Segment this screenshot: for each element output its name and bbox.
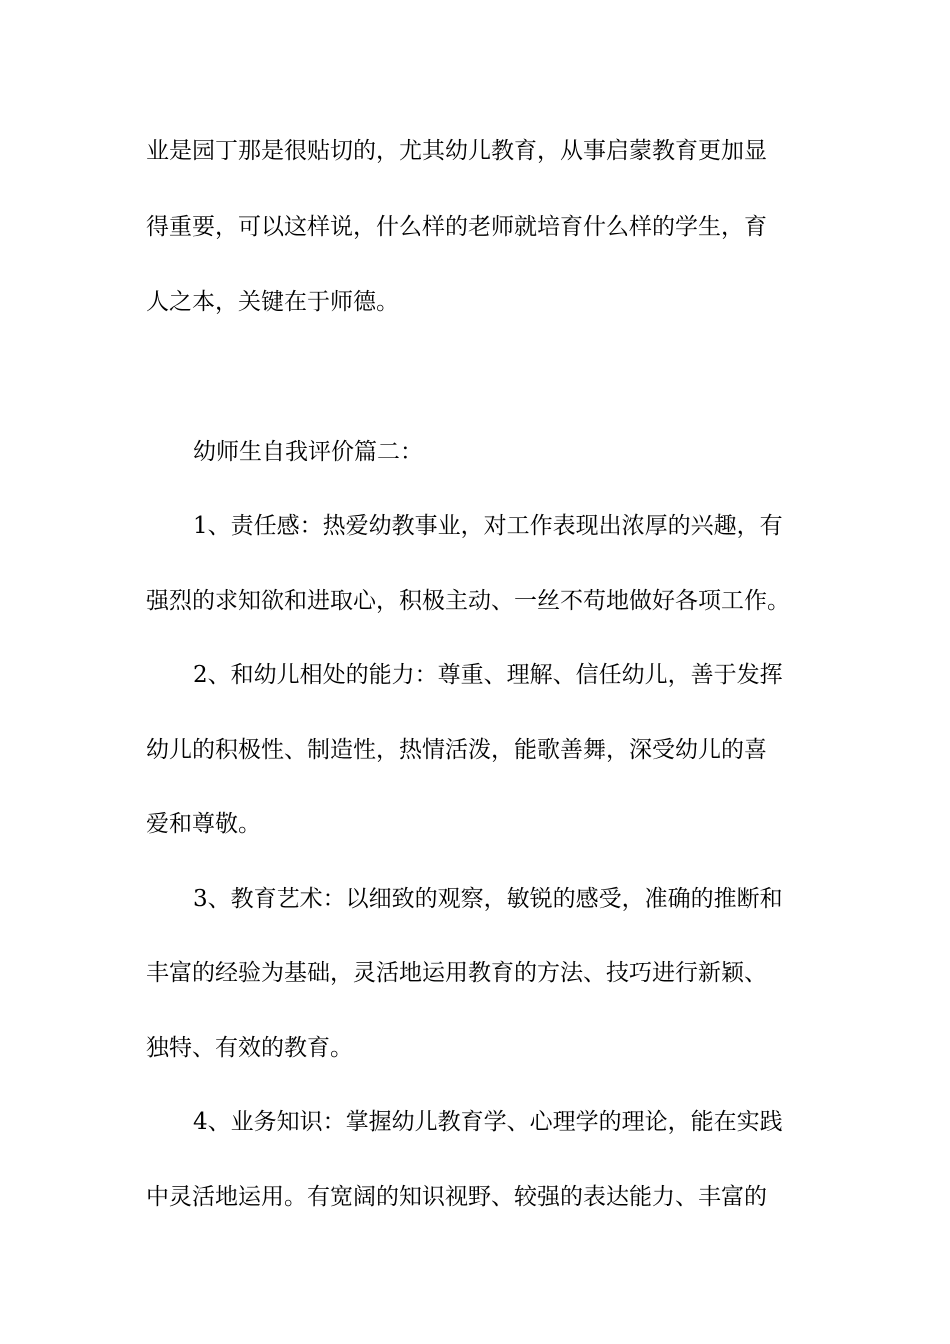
paragraph-line: 人之本，关键在于师德。	[146, 289, 399, 315]
paragraph-line: 幼儿的积极性、制造性，热情活泼，能歌善舞，深受幼儿的喜	[146, 737, 767, 763]
paragraph-line: 4、业务知识：掌握幼儿教育学、心理学的理论，能在实践	[193, 1109, 783, 1135]
paragraph-line: 得重要，可以这样说，什么样的老师就培育什么样的学生，育	[146, 214, 767, 240]
paragraph-line: 独特、有效的教育。	[146, 1035, 353, 1061]
paragraph-line: 1、责任感：热爱幼教事业，对工作表现出浓厚的兴趣，有	[193, 513, 783, 539]
paragraph-line: 中灵活地运用。有宽阔的知识视野、较强的表达能力、丰富的	[146, 1184, 767, 1210]
paragraph-line: 3、教育艺术：以细致的观察，敏锐的感受，准确的推断和	[193, 886, 783, 912]
paragraph-line: 丰富的经验为基础，灵活地运用教育的方法、技巧进行新颖、	[146, 960, 767, 986]
paragraph-line: 爱和尊敬。	[146, 811, 261, 837]
paragraph-line: 强烈的求知欲和进取心，积极主动、一丝不苟地做好各项工作。	[146, 588, 790, 614]
section-heading: 幼师生自我评价篇二：	[193, 439, 423, 465]
paragraph-line: 2、和幼儿相处的能力：尊重、理解、信任幼儿，善于发挥	[193, 662, 783, 688]
paragraph-line: 业是园丁那是很贴切的，尤其幼儿教育，从事启蒙教育更加显	[146, 138, 767, 164]
